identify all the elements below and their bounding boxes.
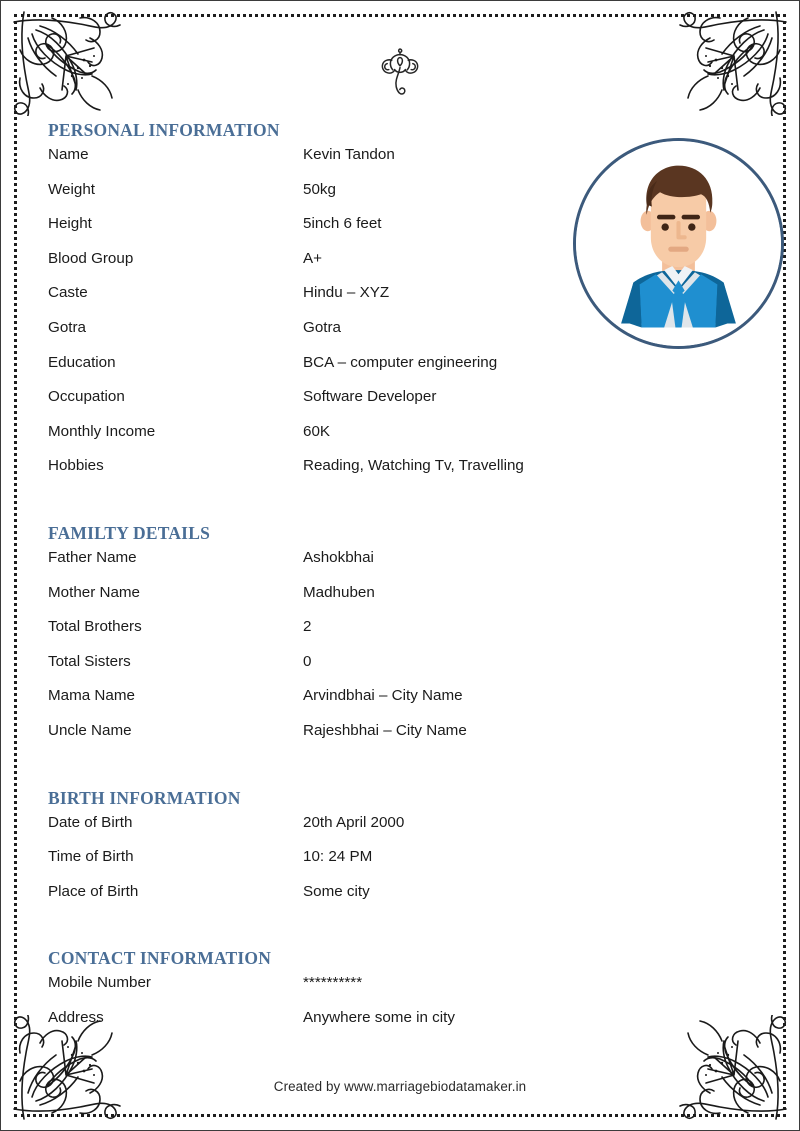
field-label: Uncle Name	[48, 721, 132, 739]
field-label: Caste	[48, 284, 88, 302]
field-value: Gotra	[303, 318, 341, 336]
field-label: Mobile Number	[48, 974, 151, 992]
rows-familty-details	[48, 550, 752, 758]
field-label: Total Brothers	[48, 618, 142, 636]
field-value: 5inch 6 feet	[303, 215, 382, 233]
section-personal-information	[48, 120, 752, 493]
field-row	[48, 458, 752, 493]
footer-credit: Created by www.marriagebiodatamaker.in	[273, 1079, 527, 1094]
field-value: 60K	[303, 422, 331, 440]
field-value: Arvindbhai – City Name	[303, 687, 463, 705]
field-row	[48, 320, 752, 355]
field-row	[48, 389, 752, 424]
section-title-contact-information: CONTACT INFORMATION	[48, 948, 272, 969]
field-label: Date of Birth	[48, 813, 133, 831]
section-spacer	[48, 918, 752, 948]
field-value: 10: 24 PM	[303, 848, 373, 866]
field-label: Height	[48, 215, 92, 233]
floral-ornament-top-right-icon	[666, 4, 794, 116]
field-label: Blood Group	[48, 249, 134, 267]
field-label: Place of Birth	[48, 882, 139, 900]
field-value: Kevin Tandon	[303, 146, 395, 163]
field-value: 20th April 2000	[303, 813, 405, 831]
field-label: Mama Name	[48, 687, 135, 705]
section-title-birth-information: BIRTH INFORMATION	[48, 787, 241, 808]
field-value: 0	[303, 652, 312, 670]
field-row	[48, 654, 752, 689]
rows-birth-information	[48, 815, 752, 919]
rows-personal-information	[48, 147, 752, 493]
field-label: Address	[48, 1008, 104, 1026]
biodata-content	[48, 120, 752, 1044]
field-label: Education	[48, 353, 116, 371]
field-value: Anywhere some in city	[303, 1008, 455, 1026]
section-title-personal-information: PERSONAL INFORMATION	[48, 120, 280, 140]
field-value: BCA – computer engineering	[303, 353, 498, 371]
field-value: 50kg	[303, 180, 336, 198]
field-row	[48, 849, 752, 884]
field-row	[48, 815, 752, 850]
field-row	[48, 355, 752, 390]
field-label: Gotra	[48, 318, 86, 336]
field-row	[48, 1010, 752, 1045]
field-value: Some city	[303, 882, 370, 900]
field-value: Ashokbhai	[303, 548, 374, 566]
field-value: Reading, Watching Tv, Travelling	[303, 457, 524, 475]
field-row	[48, 182, 752, 217]
field-row	[48, 619, 752, 654]
section-contact-information	[48, 948, 752, 1044]
field-row	[48, 585, 752, 620]
field-row	[48, 216, 752, 251]
field-row	[48, 688, 752, 723]
section-familty-details	[48, 523, 752, 758]
field-label: Monthly Income	[48, 422, 156, 440]
field-value: Rajeshbhai – City Name	[303, 721, 467, 739]
field-label: Total Sisters	[48, 652, 131, 670]
field-value: A+	[303, 249, 322, 267]
section-spacer	[48, 758, 752, 788]
rows-contact-information	[48, 975, 752, 1044]
field-row	[48, 251, 752, 286]
section-title-familty-details: FAMILTY DETAILS	[48, 522, 210, 543]
field-value: Hindu – XYZ	[303, 284, 390, 302]
field-label: Name	[48, 146, 89, 163]
field-value: Software Developer	[303, 388, 437, 406]
field-row	[48, 147, 752, 182]
field-label: Hobbies	[48, 457, 104, 475]
field-label: Father Name	[48, 548, 137, 566]
field-label: Occupation	[48, 388, 125, 406]
field-value: Madhuben	[303, 583, 375, 601]
field-label: Time of Birth	[48, 848, 134, 866]
section-birth-information	[48, 788, 752, 919]
field-label: Weight	[48, 180, 95, 198]
field-value: **********	[303, 974, 363, 992]
field-row	[48, 884, 752, 919]
field-row	[48, 550, 752, 585]
field-row	[48, 424, 752, 459]
ganesha-icon	[378, 46, 422, 98]
field-row	[48, 975, 752, 1010]
field-row	[48, 723, 752, 758]
floral-ornament-top-left-icon	[6, 4, 134, 116]
field-value: 2	[303, 618, 312, 636]
field-label: Mother Name	[48, 583, 141, 601]
field-row	[48, 285, 752, 320]
section-spacer	[48, 493, 752, 523]
